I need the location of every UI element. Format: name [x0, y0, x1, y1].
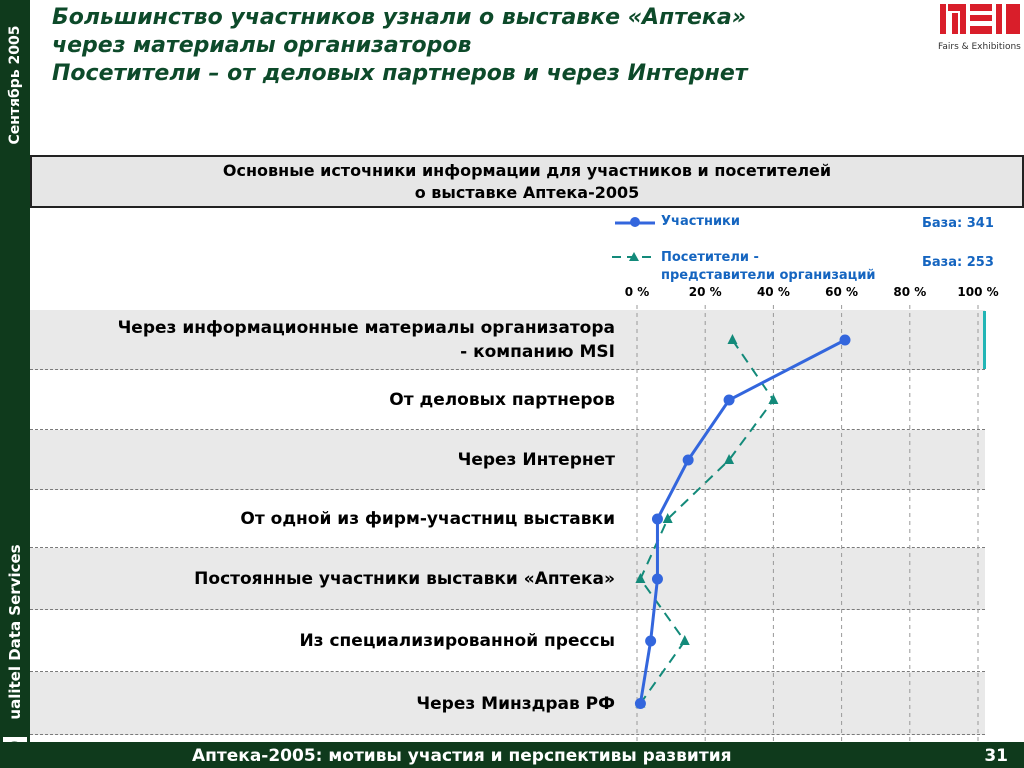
page-number: 31	[984, 746, 1008, 766]
legend-visitors-line: представители организаций	[661, 268, 876, 283]
legend-participants-label: Участники	[661, 214, 740, 229]
participants-point	[683, 455, 694, 466]
title-line: через материалы организаторов	[52, 33, 472, 58]
participants-point	[645, 636, 656, 647]
participants-point	[652, 514, 663, 525]
participants-point	[652, 574, 663, 585]
logo-tagline: Fairs & Exhibitions	[938, 42, 1021, 52]
category-label-line: Постоянные участники выставки «Аптека»	[194, 569, 615, 589]
x-tick-label: 100 %	[957, 285, 999, 299]
row-accent-bar	[983, 311, 986, 369]
category-label-line: - компанию MSI	[460, 342, 615, 362]
chart-title-line: о выставке Аптека-2005	[414, 183, 640, 202]
sidebar-brand: ualitel Data Services	[6, 544, 24, 720]
x-tick-label: 20 %	[688, 285, 722, 299]
category-label-line: Через Минздрав РФ	[416, 693, 615, 714]
visitors-point	[768, 394, 778, 404]
legend-participants-marker	[630, 217, 640, 227]
visitors-point	[727, 334, 737, 344]
title-line: Большинство участников узнали о выставке «Аптека»	[52, 5, 746, 30]
sidebar-date: Сентябрь 2005	[7, 25, 23, 145]
x-tick-label: 0 %	[624, 285, 650, 299]
visitors-point	[680, 635, 690, 645]
title-line: Посетители – от деловых партнеров и через Интернет	[52, 61, 748, 86]
category-label-line: Через Интернет	[457, 450, 615, 470]
x-tick-label: 80 %	[893, 285, 927, 299]
x-tick-label: 40 %	[756, 285, 790, 299]
participants-point	[840, 335, 851, 346]
category-label-line: Через информационные материалы организатора	[117, 318, 615, 338]
footer-bar	[0, 742, 1024, 768]
participants-point	[724, 395, 735, 406]
legend-visitors-line: Посетители -	[661, 250, 759, 265]
footer-title: Аптека-2005: мотивы участия и перспективы развития	[192, 746, 732, 766]
base-participants: База: 341	[922, 216, 994, 231]
base-visitors: База: 253	[922, 255, 994, 270]
participants-point	[635, 698, 646, 709]
category-label-line: Из специализированной прессы	[299, 631, 615, 651]
x-tick-label: 60 %	[825, 285, 859, 299]
category-label-line: От одной из фирм-участниц выставки	[240, 509, 615, 529]
chart-title-line: Основные источники информации для участников и посетителей	[222, 161, 832, 180]
category-label-line: От деловых партнеров	[389, 390, 615, 410]
